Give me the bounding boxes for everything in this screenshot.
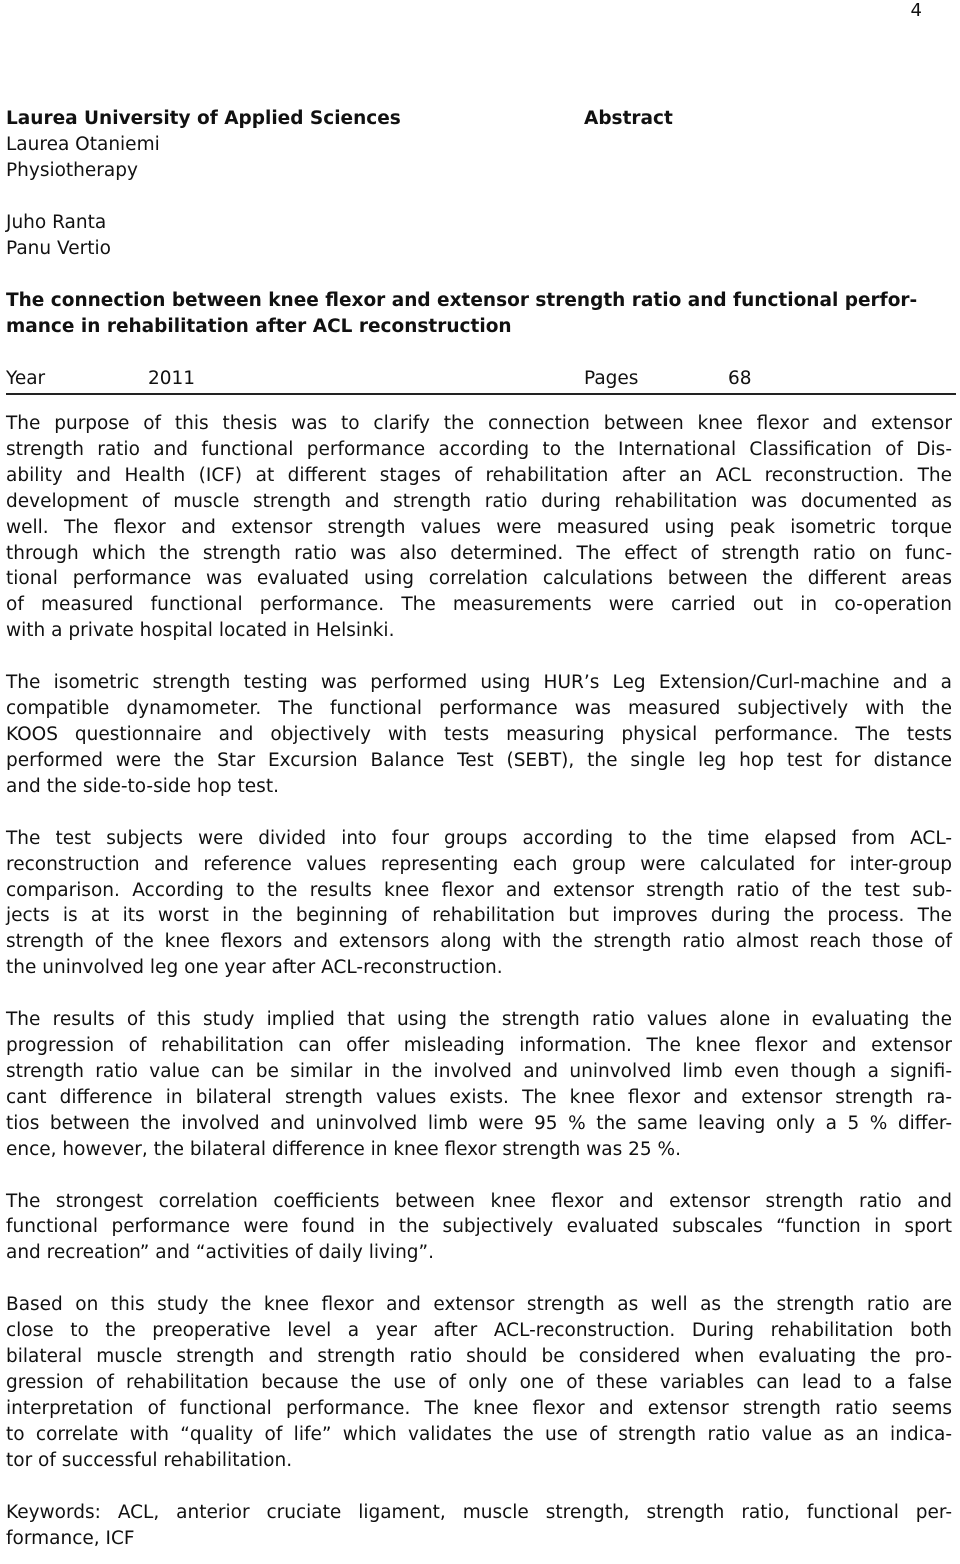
text-line: performed were the Star Excursion Balance Test (SEBT), the single leg hop test for distance xyxy=(6,749,952,771)
text-line: the uninvolved leg one year after ACL-reconstruction. xyxy=(6,957,503,979)
text-line: progression of rehabilitation can offer misleading information. The knee flexor and extensor xyxy=(6,1035,952,1057)
text-line: The test subjects were divided into four groups according to the time elapsed from ACL- xyxy=(6,827,952,849)
author-name: Panu Vertio xyxy=(6,238,111,259)
section-label: Abstract xyxy=(584,108,673,129)
keywords-line: formance, ICF xyxy=(6,1527,135,1549)
pages-value: 68 xyxy=(728,368,752,389)
text-line: compatible dynamometer. The functional performance was measured subjectively with the xyxy=(6,698,952,720)
text-line: development of muscle strength and strength ratio during rehabilitation was documented as xyxy=(6,490,952,512)
abstract-paragraph xyxy=(6,1007,952,1162)
abstract-paragraph xyxy=(6,670,952,800)
text-line: of measured functional performance. The measurements were carried out in co-operation xyxy=(6,594,952,616)
text-line: strength ratio value can be similar in the involved and uninvolved limb even though a signifi- xyxy=(6,1060,952,1082)
text-line: bilateral muscle strength and strength ratio should be considered when evaluating the pro- xyxy=(6,1346,952,1368)
keywords xyxy=(6,1500,952,1552)
text-line: ability and Health (ICF) at different stages of rehabilitation after an ACL reconstruction. The xyxy=(6,464,952,486)
text-line: tor of successful rehabilitation. xyxy=(6,1449,293,1471)
text-line: ence, however, the bilateral difference in knee flexor strength was 25 %. xyxy=(6,1138,682,1160)
text-line: The purpose of this thesis was to clarify the connection between knee flexor and extensor xyxy=(6,413,952,434)
meta-row xyxy=(6,366,956,395)
institution-name: Laurea University of Applied Sciences xyxy=(6,108,401,129)
text-line: to correlate with “quality of life” which validates the use of strength ratio value as an indica- xyxy=(6,1423,952,1445)
abstract-paragraph xyxy=(6,1292,952,1473)
text-line: strength ratio and functional performance according to the International Classification of Dis- xyxy=(6,438,952,460)
text-line: close to the preoperative level a year after ACL-reconstruction. During rehabilitation both xyxy=(6,1320,952,1342)
abstract-page xyxy=(6,106,952,1551)
text-line: through which the strength ratio was also determined. The effect of strength ratio on func- xyxy=(6,542,952,564)
text-line: reconstruction and reference values representing each group were calculated for inter-group xyxy=(6,853,952,875)
text-line: cant difference in bilateral strength values exists. The knee flexor and extensor strength ra- xyxy=(6,1086,952,1108)
text-line: The results of this study implied that using the strength ratio values alone in evaluating the xyxy=(6,1009,952,1031)
text-line: well. The flexor and extensor strength values were measured using peak isometric torque xyxy=(6,516,952,538)
text-line: Based on this study the knee flexor and extensor strength as well as the strength ratio are xyxy=(6,1294,952,1316)
text-line: and recreation” and “activities of daily living”. xyxy=(6,1242,435,1264)
text-line: KOOS questionnaire and objectively with tests measuring physical performance. The tests xyxy=(6,723,952,745)
text-line: and the side-to-side hop test. xyxy=(6,775,279,797)
keywords-line: Keywords: ACL, anterior cruciate ligament, muscle strength, strength ratio, functional per- xyxy=(6,1501,952,1523)
thesis-title xyxy=(6,288,952,340)
text-line: tional performance was evaluated using correlation calculations between the different areas xyxy=(6,568,952,590)
text-line: The isometric strength testing was performed using HUR’s Leg Extension/Curl-machine and a xyxy=(6,672,952,694)
text-line: gression of rehabilitation because the use of only one of these variables can lead to a false xyxy=(6,1372,952,1393)
campus-name: Laurea Otaniemi xyxy=(6,134,160,155)
text-line: interpretation of functional performance. The knee flexor and extensor strength ratio seems xyxy=(6,1397,952,1419)
text-line: jects is at its worst in the beginning of rehabilitation but improves during the process. The xyxy=(6,905,952,927)
header-row xyxy=(6,106,952,132)
title-line: mance in rehabilitation after ACL reconstruction xyxy=(6,316,512,337)
text-line: The strongest correlation coefficients between knee flexor and extensor strength ratio and xyxy=(6,1190,952,1212)
text-line: strength of the knee flexors and extensors along with the strength ratio almost reach those of xyxy=(6,931,952,953)
page-number: 4 xyxy=(910,0,922,21)
abstract-paragraph xyxy=(6,826,952,981)
year-value: 2011 xyxy=(148,368,196,389)
abstract-paragraph xyxy=(6,411,952,644)
title-line: The connection between knee flexor and extensor strength ratio and functional perfor- xyxy=(6,290,918,311)
text-line: with a private hospital located in Helsinki. xyxy=(6,620,395,642)
text-line: comparison. According to the results knee flexor and extensor strength ratio of the test sub- xyxy=(6,879,952,901)
author-name: Juho Ranta xyxy=(6,212,107,233)
year-label: Year xyxy=(6,368,46,389)
abstract-paragraph xyxy=(6,1189,952,1267)
pages-label: Pages xyxy=(584,368,639,389)
program-name: Physiotherapy xyxy=(6,160,138,181)
text-line: tios between the involved and uninvolved limb were 95 % the same leaving only a 5 % differ- xyxy=(6,1112,952,1134)
text-line: functional performance were found in the subjectively evaluated subscales “function in sport xyxy=(6,1216,952,1238)
